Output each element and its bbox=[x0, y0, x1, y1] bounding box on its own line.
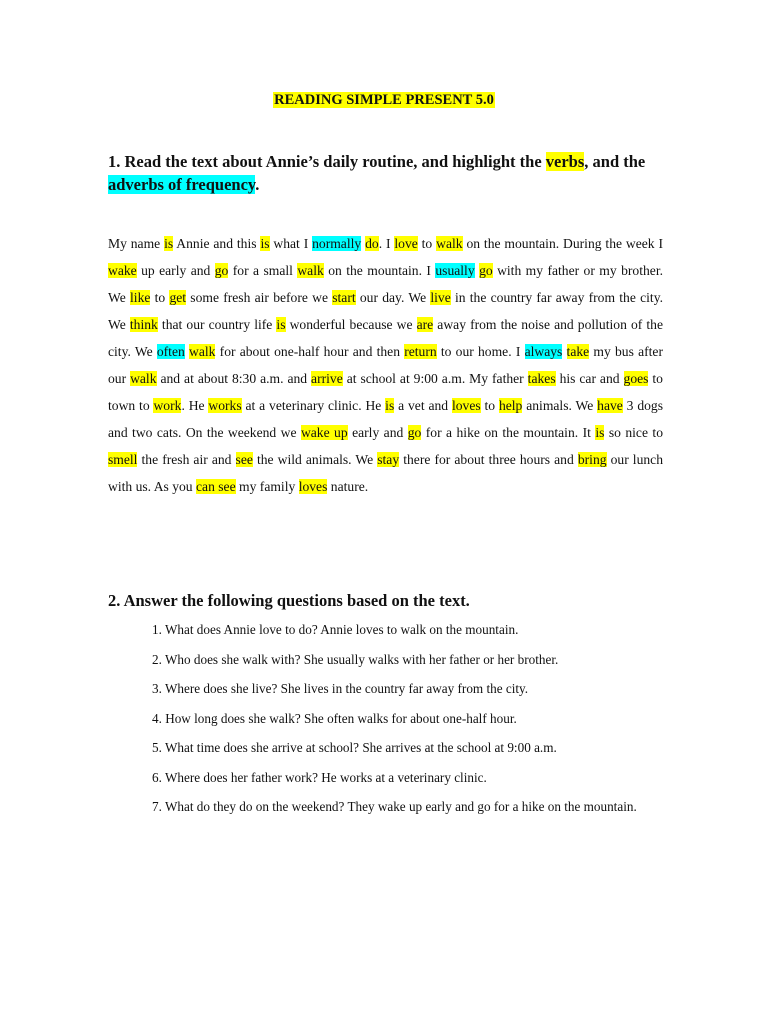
passage-text: . I bbox=[378, 236, 395, 251]
passage-text: My name bbox=[108, 236, 165, 251]
passage-text: to town to bbox=[108, 371, 663, 413]
passage-text: at a veterinary clinic. He bbox=[241, 398, 386, 413]
highlighted-verb: is bbox=[276, 317, 286, 332]
passage-text: early and bbox=[347, 425, 408, 440]
passage-text: what I bbox=[269, 236, 313, 251]
passage-text: for a hike on the mountain. It bbox=[421, 425, 596, 440]
passage-text: wonderful because we bbox=[285, 317, 417, 332]
passage-text: my family bbox=[235, 479, 299, 494]
highlighted-verb: go bbox=[407, 425, 422, 440]
passage-text: on the mountain. I bbox=[323, 263, 436, 278]
highlighted-verb: goes bbox=[623, 371, 649, 386]
verbs-label: verbs bbox=[545, 152, 585, 171]
highlighted-verb: start bbox=[332, 290, 356, 305]
highlighted-verb: get bbox=[169, 290, 187, 305]
highlighted-adverb: often bbox=[156, 344, 185, 359]
highlighted-verb: love bbox=[394, 236, 418, 251]
highlighted-verb: is bbox=[595, 425, 605, 440]
highlighted-verb: think bbox=[129, 317, 158, 332]
highlighted-verb: is bbox=[260, 236, 270, 251]
highlighted-verb: works bbox=[208, 398, 242, 413]
passage-text: that our country life bbox=[157, 317, 277, 332]
passage-text: up early and bbox=[136, 263, 215, 278]
highlighted-verb: return bbox=[404, 344, 437, 359]
highlighted-verb: walk bbox=[189, 344, 216, 359]
highlighted-adverb: usually bbox=[435, 263, 475, 278]
passage-text: to bbox=[150, 290, 170, 305]
passage-text: in the country far away from the city. We bbox=[108, 290, 664, 332]
task-1-suffix: . bbox=[255, 175, 260, 194]
passage-text: the fresh air and bbox=[137, 452, 236, 467]
task-1-instruction bbox=[108, 150, 668, 196]
passage-text: for about one-half hour and then bbox=[215, 344, 405, 359]
highlighted-adverb: normally bbox=[312, 236, 362, 251]
highlighted-verb: takes bbox=[527, 371, 556, 386]
highlighted-verb: wake bbox=[108, 263, 137, 278]
passage-text: for a small bbox=[228, 263, 298, 278]
highlighted-verb: is bbox=[164, 236, 174, 251]
highlighted-verb: can see bbox=[196, 479, 236, 494]
answer-item: 1. What does Annie love to do? Annie loves to walk on the mountain. bbox=[152, 622, 519, 637]
page-title-text: READING SIMPLE PRESENT 5.0 bbox=[274, 92, 494, 108]
highlighted-verb: see bbox=[235, 452, 253, 467]
adverbs-label: adverbs of frequency bbox=[108, 175, 256, 194]
passage-text: a vet and bbox=[394, 398, 452, 413]
passage-text: and at about 8:30 a.m. and bbox=[156, 371, 312, 386]
highlighted-verb: loves bbox=[298, 479, 328, 494]
answer-item: 3. Where does she live? She lives in the country far away from the city. bbox=[152, 681, 529, 696]
highlighted-verb: stay bbox=[377, 452, 400, 467]
highlighted-verb: help bbox=[498, 398, 523, 413]
task-1-prefix: 1. Read the text about Annie’s daily routine, and highlight the bbox=[108, 152, 546, 171]
highlighted-verb: work bbox=[153, 398, 182, 413]
passage-text: animals. We bbox=[522, 398, 598, 413]
answer-item: 5. What time does she arrive at school? She arrives at the school at 9:00 a.m. bbox=[152, 740, 557, 755]
passage-text: there for about three hours and bbox=[399, 452, 578, 467]
highlighted-verb: arrive bbox=[311, 371, 343, 386]
highlighted-verb: live bbox=[430, 290, 451, 305]
passage-text: 3 dogs and two cats. On the weekend we bbox=[108, 398, 664, 440]
highlighted-verb: go bbox=[214, 263, 229, 278]
passage-text: to our home. I bbox=[436, 344, 525, 359]
highlighted-adverb: always bbox=[524, 344, 563, 359]
highlighted-verb: go bbox=[479, 263, 493, 278]
passage-text: to bbox=[480, 398, 499, 413]
task-2-heading: 2. Answer the following questions based on the text. bbox=[108, 591, 470, 610]
reading-passage bbox=[108, 230, 663, 500]
passage-text: Annie and this bbox=[173, 236, 261, 251]
passage-text: some fresh air before we bbox=[186, 290, 333, 305]
passage-text: our day. We bbox=[355, 290, 431, 305]
highlighted-verb: loves bbox=[451, 398, 481, 413]
passage-text: away from the noise and pollution of the city. We bbox=[108, 317, 663, 359]
passage-text bbox=[562, 344, 566, 359]
passage-text: the wild animals. We bbox=[252, 452, 378, 467]
highlighted-verb: walk bbox=[130, 371, 157, 386]
highlighted-verb: take bbox=[566, 344, 590, 359]
answer-item: 4. How long does she walk? She often walks for about one-half hour. bbox=[152, 710, 517, 726]
highlighted-verb: have bbox=[597, 398, 623, 413]
highlighted-verb: do bbox=[365, 236, 379, 251]
passage-text: my bus after our bbox=[108, 344, 663, 386]
passage-text: so nice to bbox=[604, 425, 663, 440]
passage-text: with my father or my brother. We bbox=[108, 263, 663, 305]
answer-item: 2. Who does she walk with? She usually walks with her father or her brother. bbox=[152, 651, 559, 667]
passage-text: at school at 9:00 a.m. My father bbox=[342, 371, 528, 386]
highlighted-verb: is bbox=[385, 398, 395, 413]
highlighted-verb: like bbox=[130, 290, 151, 305]
passage-text: on the mountain. During the week I bbox=[462, 236, 663, 251]
passage-text: . He bbox=[181, 398, 209, 413]
highlighted-verb: wake up bbox=[300, 425, 348, 440]
passage-text: to bbox=[417, 236, 437, 251]
answer-list bbox=[108, 620, 663, 827]
page-title bbox=[0, 92, 768, 109]
passage-text: nature. bbox=[327, 479, 369, 494]
highlighted-verb: walk bbox=[297, 263, 324, 278]
passage-text: his car and bbox=[555, 371, 624, 386]
highlighted-verb: smell bbox=[108, 452, 138, 467]
answer-item: 7. What do they do on the weekend? They wake up early and go for a hike on the mountain. bbox=[152, 799, 637, 814]
task-1-middle: , and the bbox=[584, 152, 646, 171]
passage-text: our lunch with us. As you bbox=[108, 452, 664, 494]
highlighted-verb: are bbox=[416, 317, 434, 332]
highlighted-verb: bring bbox=[577, 452, 607, 467]
answer-item: 6. Where does her father work? He works at a veterinary clinic. bbox=[152, 769, 487, 785]
highlighted-verb: walk bbox=[436, 236, 463, 251]
